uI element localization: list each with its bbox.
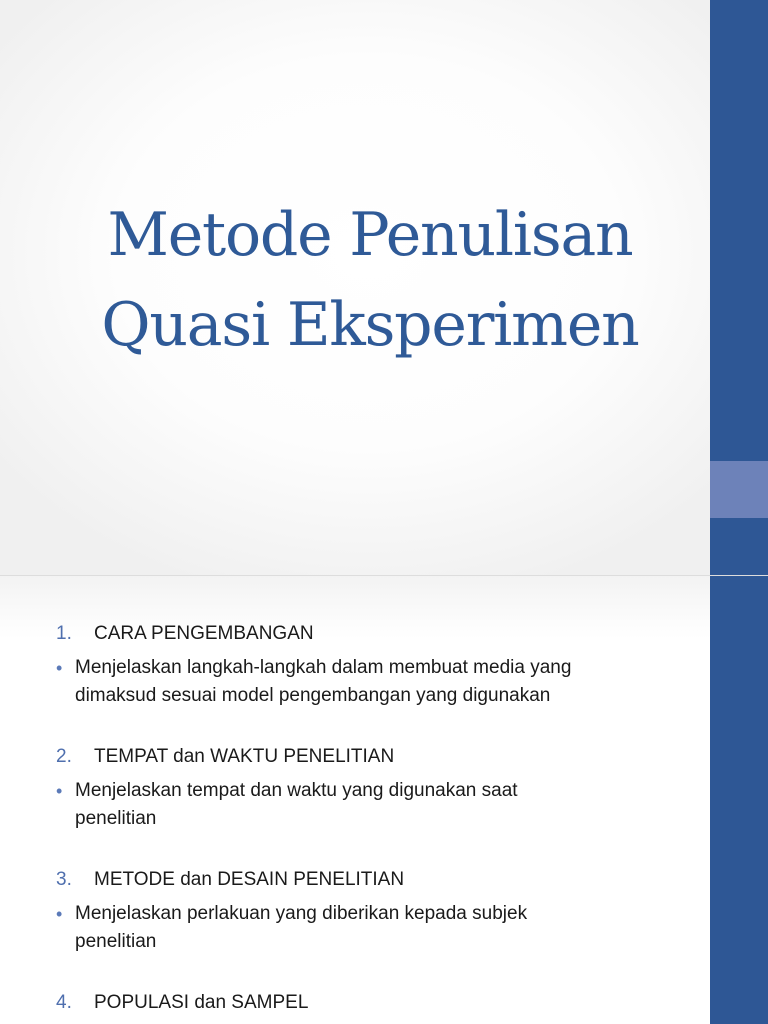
section-heading — [56, 866, 696, 894]
section-heading — [56, 989, 696, 1017]
list-item — [56, 989, 696, 1017]
list-item — [56, 743, 696, 833]
bullet-text — [75, 900, 655, 956]
bullet-text — [75, 777, 655, 833]
bullet-item — [56, 900, 696, 956]
slide-title-line-1: Metode Penulisan — [107, 200, 633, 270]
bullet-line: penelitian — [75, 931, 157, 952]
list-item — [56, 866, 696, 956]
slide-title-line-2: Quasi Eksperimen — [101, 290, 639, 360]
section-number: 1. — [56, 623, 72, 644]
bullet-icon: • — [56, 904, 63, 924]
bullet-icon: • — [56, 781, 63, 801]
section-number: 2. — [56, 746, 72, 767]
bullet-line: Menjelaskan perlakuan yang diberikan kepada subjek — [75, 903, 528, 924]
bullet-text — [75, 654, 655, 710]
bullet-item — [56, 777, 696, 833]
bullet-line: penelitian — [75, 808, 157, 829]
bullet-line: Menjelaskan langkah-langkah dalam membuat media yang — [75, 657, 572, 678]
section-heading — [56, 743, 696, 771]
bullet-item — [56, 654, 696, 710]
sidebar-accent-block — [710, 461, 768, 518]
content-list — [56, 620, 696, 1024]
bullet-icon: • — [56, 658, 63, 678]
section-heading — [56, 620, 696, 648]
list-item — [56, 620, 696, 710]
sidebar-bar-2 — [710, 576, 768, 1024]
section-title: POPULASI dan SAMPEL — [94, 992, 309, 1013]
bullet-line: dimaksud sesuai model pengembangan yang digunakan — [75, 685, 551, 706]
section-title: METODE dan DESAIN PENELITIAN — [94, 869, 405, 890]
section-number: 3. — [56, 869, 72, 890]
content-slide — [0, 576, 768, 1024]
section-number: 4. — [56, 992, 72, 1013]
slide-title — [0, 190, 740, 370]
section-title: TEMPAT dan WAKTU PENELITIAN — [94, 746, 395, 767]
section-title: CARA PENGEMBANGAN — [94, 623, 314, 644]
bullet-line: Menjelaskan tempat dan waktu yang digunakan saat — [75, 780, 518, 801]
